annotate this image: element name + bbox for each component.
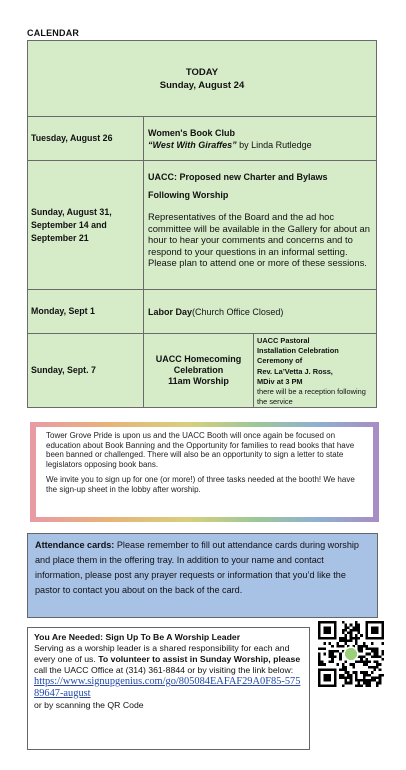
- today-label: TODAY: [185, 66, 219, 78]
- qr-code[interactable]: [318, 621, 384, 687]
- event-description: Representatives of the Board and the ad hoc committee will be available in the Gallery for about an hour to hear your comments and concerns and to respond to your questions in an informal setting. Please plan to attend one or more of these sessions.: [148, 211, 370, 268]
- pride-announcement: [30, 422, 379, 522]
- calendar-row: [28, 334, 376, 407]
- scan-qr-text: or by scanning the QR Code: [34, 700, 144, 710]
- worship-text-part: Serving as a worship leader is a shared responsibility for each and every one of us.: [34, 643, 290, 664]
- book-title: “West With Giraffes”: [148, 139, 237, 150]
- calendar-row: [28, 290, 376, 334]
- event-title: Women's Book Club: [148, 127, 235, 138]
- attendance-cards-notice: [27, 533, 378, 618]
- event-subtitle: Following Worship: [148, 190, 229, 200]
- worship-leader-notice: [27, 627, 310, 750]
- row-date: Monday, Sept 1: [28, 290, 144, 333]
- today-date: Sunday, August 24: [159, 79, 245, 91]
- row-date: Sunday, Sept. 7: [28, 334, 144, 407]
- event-title: Labor Day: [148, 306, 193, 317]
- calendar-row: [28, 161, 376, 290]
- worship-text-part: call the UACC Office at (314) 361-8844 or by visiting the link below:: [34, 665, 294, 675]
- calendar-table: [27, 40, 377, 408]
- calendar-heading: CALENDAR: [27, 28, 80, 38]
- calendar-row: [28, 117, 376, 161]
- pride-paragraph: Tower Grove Pride is upon us and the UACC Booth will once again be focused on education about Book Banning and the Opportunity for families to read books that have been banned or challenged. There will also be an opportunity to sign a letter to state legislators opposing book bans.: [46, 431, 355, 469]
- worship-title: You Are Needed: Sign Up To Be A Worship Leader: [34, 632, 241, 642]
- row-event: [144, 117, 376, 160]
- homecoming-line: 11am Worship: [168, 376, 229, 386]
- signup-link[interactable]: https://www.signupgenius.com/go/805084EAFAF29A0F85-57589647-august: [34, 676, 301, 699]
- row-date: Tuesday, August 26: [28, 117, 144, 160]
- attendance-label: Attendance cards:: [35, 540, 115, 550]
- attendance-text: Please remember to fill out attendance cards during worship and place them in the offering tray. In addition to your name and contact information, please post any prayer requests or information that you’d like the pastor to contact you about on the back of the card.: [35, 540, 359, 595]
- pastoral-event: [254, 334, 376, 407]
- pastoral-line: UACC Pastoral: [257, 336, 310, 345]
- worship-text: [34, 643, 303, 676]
- worship-text-bold: To volunteer to assist in Sunday Worship, please: [98, 654, 301, 664]
- row-event: [144, 161, 376, 289]
- row-event: [144, 290, 376, 333]
- homecoming-line: UACC Homecoming: [155, 354, 242, 364]
- pride-text-box: [36, 427, 373, 517]
- row-date: Sunday, August 31, September 14 and September 21: [28, 161, 144, 289]
- event-title: UACC: Proposed new Charter and Bylaws: [148, 172, 328, 182]
- pastoral-reception: there will be a reception following the service: [257, 387, 366, 407]
- pastoral-line: Ceremony of: [257, 356, 303, 366]
- event-book: [148, 139, 372, 151]
- pastoral-line: MDiv at 3 PM: [257, 376, 303, 386]
- pride-paragraph: We invite you to sign up for one (or more!) of three tasks needed at the booth! We have the sign-up sheet in the lobby after worship.: [46, 475, 355, 494]
- homecoming-line: Celebration: [173, 365, 224, 375]
- pastoral-line: Installation Celebration: [257, 346, 339, 356]
- calendar-today: [28, 41, 376, 117]
- book-author: by Linda Rutledge: [236, 139, 312, 150]
- homecoming-event: [144, 334, 254, 407]
- event-note: (Church Office Closed): [192, 306, 284, 317]
- pastoral-line: Rev. La’Vetta J. Ross,: [257, 366, 333, 376]
